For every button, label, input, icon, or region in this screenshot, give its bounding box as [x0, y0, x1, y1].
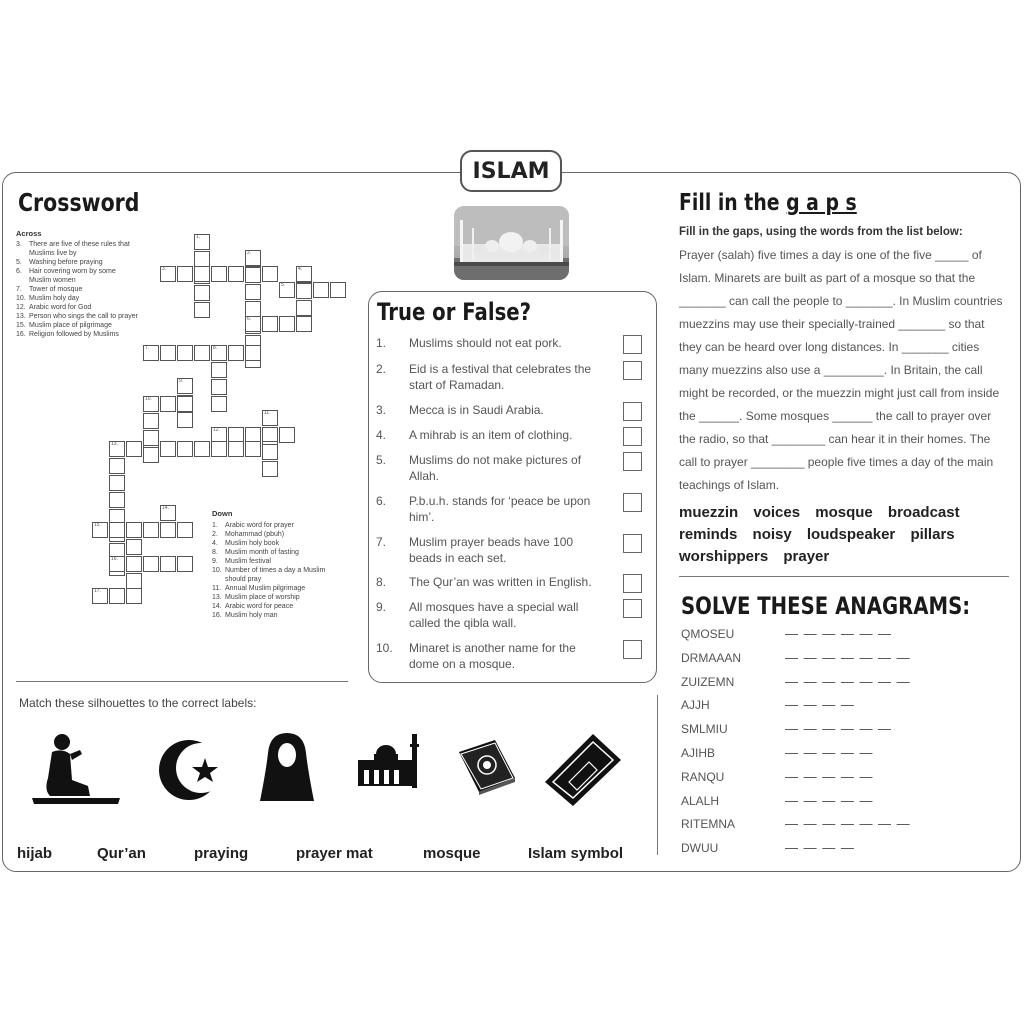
fill-gaps-instruction: Fill in the gaps, using the words from the list below: — [679, 226, 963, 238]
across-clue — [16, 321, 138, 330]
crossword-cell[interactable] — [160, 396, 176, 412]
anagram-word: AJIHB — [681, 746, 716, 760]
tf-statement: Muslims should not eat pork. — [409, 336, 562, 350]
cell-number: 15. — [94, 522, 101, 528]
anagram-word: RITEMNA — [681, 817, 735, 832]
crossword-cell[interactable] — [109, 475, 125, 491]
crossword-cell[interactable] — [211, 396, 227, 412]
anagram-row — [681, 697, 855, 713]
anagram-row — [681, 649, 911, 665]
crossword-cell[interactable] — [143, 430, 159, 446]
crossword-cell[interactable] — [211, 362, 227, 378]
clue-number: 13. — [16, 313, 26, 320]
cell-number: 5. — [281, 282, 286, 288]
tf-number: 2. — [376, 362, 387, 376]
clue-number: 2. — [212, 531, 218, 538]
anagram-row — [681, 626, 893, 641]
label-islam-symbol: Islam symbol — [528, 845, 624, 862]
tf-statement: All mosques have a special wall called the qibla wall. — [409, 600, 579, 630]
crossword-cell[interactable] — [228, 345, 244, 361]
cell-number: 8. — [213, 345, 218, 351]
clue-number: 14. — [212, 603, 222, 610]
anagram-word: SMLMIU — [681, 722, 728, 737]
crossword-cell[interactable] — [279, 427, 295, 443]
tf-statement: Muslims do not make pictures of Allah. — [409, 453, 582, 483]
across-clue — [16, 285, 138, 294]
down-clue — [212, 584, 347, 593]
crossword-cell[interactable] — [126, 556, 142, 572]
word-bank-item: reminds — [679, 526, 738, 543]
cell-number: 14. — [162, 505, 169, 511]
clue-text: Arabic word for peace — [225, 603, 294, 610]
down-clue — [212, 602, 347, 611]
anagram-word: ZUIZEMN — [681, 674, 735, 689]
clue-number: 10. — [16, 295, 26, 302]
crossword-cell[interactable] — [126, 522, 142, 538]
anagram-word: DRMAAAN — [681, 650, 742, 665]
crossword-cell[interactable] — [143, 522, 159, 538]
praying-person-icon — [30, 730, 122, 811]
cell-number: 6. — [247, 316, 252, 322]
tf-statement: P.b.u.h. stands for ‘peace be upon him’. — [409, 494, 591, 524]
crossword-cell[interactable] — [296, 316, 312, 332]
word-bank-item: loudspeaker — [806, 526, 896, 543]
tf-number: 4. — [376, 428, 387, 442]
clue-text: Muslim place of worship — [225, 594, 300, 601]
crossword-cell[interactable] — [262, 266, 278, 282]
tf-statement: Muslim prayer beads have 100 beads in each set. — [409, 535, 574, 565]
down-clue — [212, 539, 347, 548]
mosque-icon — [354, 732, 424, 793]
down-clue — [212, 557, 347, 566]
crossword-cell[interactable] — [143, 413, 159, 429]
crossword-cell[interactable] — [313, 282, 329, 298]
anagram-word: AJJH — [681, 698, 710, 713]
anagram-answer-blanks[interactable]: — — — — — — — — [785, 673, 911, 689]
anagram-answer-blanks[interactable]: — — — — — — — [785, 721, 893, 737]
word-bank-item: prayer — [783, 548, 830, 565]
clue-text: Person who sings the call to prayer — [29, 313, 138, 320]
clue-number: 5. — [16, 259, 22, 266]
anagram-answer-blanks[interactable]: — — — — — [785, 697, 855, 713]
clue-text: Mohammad (pbuh) — [225, 531, 285, 538]
clue-number: 6. — [16, 268, 22, 275]
page-title: ISLAM — [460, 150, 562, 192]
crossword-cell[interactable] — [194, 441, 210, 457]
cell-number: 17. — [94, 588, 101, 594]
tf-checkbox[interactable] — [623, 534, 642, 553]
crossword-cell[interactable] — [330, 282, 346, 298]
clue-text: Number of times a day a Muslim should pray — [225, 567, 326, 583]
anagram-row — [681, 840, 855, 856]
label-mosque: mosque — [423, 845, 481, 862]
fill-gaps-word-list — [679, 502, 1009, 568]
cell-number: 7. — [145, 345, 150, 351]
cell-number: 11. — [264, 410, 271, 416]
clue-text: There are five of these rules that Muslims live by — [29, 241, 130, 257]
down-clue — [212, 521, 347, 530]
label-hijab: hijab — [17, 845, 53, 862]
anagram-answer-blanks[interactable]: — — — — — — — [785, 626, 893, 641]
tf-number: 6. — [376, 494, 387, 508]
word-bank-item: pillars — [910, 526, 955, 543]
tf-statement: Minaret is another name for the dome on a mosque. — [409, 641, 576, 671]
crossword-cell[interactable] — [245, 441, 261, 457]
crossword-cell[interactable] — [126, 539, 142, 555]
anagram-row — [681, 768, 874, 784]
word-bank-item: noisy — [752, 526, 792, 543]
down-clue — [212, 530, 347, 539]
clue-text: Muslim festival — [225, 558, 271, 565]
anagram-row — [681, 792, 874, 808]
clue-text: Arabic word for prayer — [225, 522, 294, 529]
tf-checkbox[interactable] — [623, 493, 642, 512]
across-clue — [16, 330, 138, 339]
anagram-answer-blanks[interactable]: — — — — — — — — [785, 816, 911, 832]
clue-number: 10. — [212, 567, 222, 574]
silhouette-instruction: Match these silhouettes to the correct labels: — [19, 696, 257, 710]
crossword-cell[interactable] — [177, 522, 193, 538]
crossword-cell[interactable] — [228, 266, 244, 282]
clue-number: 12. — [16, 304, 26, 311]
word-bank-item: broadcast — [887, 504, 960, 521]
crossword-cell[interactable] — [245, 267, 261, 283]
anagram-answer-blanks[interactable]: — — — — — — [785, 768, 874, 784]
clue-text: Tower of mosque — [29, 286, 83, 293]
cell-number: 3. — [162, 266, 167, 272]
tf-statement: The Qur’an was written in English. — [409, 575, 592, 589]
crossword-cell[interactable] — [228, 441, 244, 457]
prayer-mat-icon — [543, 732, 623, 813]
crossword-cell[interactable] — [177, 412, 193, 428]
crossword-cell[interactable] — [194, 345, 210, 361]
down-clue — [212, 548, 347, 557]
crossword-cell[interactable] — [160, 441, 176, 457]
down-clues — [212, 509, 347, 620]
clue-number: 8. — [212, 549, 218, 556]
tf-checkbox[interactable] — [623, 599, 642, 618]
clue-text: Washing before praying — [29, 259, 103, 266]
tf-number: 7. — [376, 535, 387, 549]
crossword-cell[interactable] — [194, 266, 210, 282]
anagram-answer-blanks[interactable]: — — — — — [785, 840, 855, 856]
clue-number: 13. — [212, 594, 222, 601]
crossword-cell[interactable] — [194, 251, 210, 267]
clue-text: Muslim holy day — [29, 295, 80, 302]
anagram-answer-blanks[interactable]: — — — — — — [785, 745, 874, 760]
tf-checkbox[interactable] — [623, 402, 642, 421]
crossword-cell[interactable] — [109, 492, 125, 508]
word-bank-item: muezzin — [679, 504, 739, 521]
word-bank-item: worshippers — [679, 548, 769, 565]
across-clue — [16, 240, 138, 258]
crossword-heading: Crossword — [18, 188, 140, 217]
across-clue — [16, 312, 138, 321]
anagram-answer-blanks[interactable]: — — — — — — [785, 792, 874, 808]
across-clues — [16, 229, 138, 339]
mosque-photo — [454, 206, 569, 280]
quran-book-icon — [455, 738, 519, 801]
crossword-cell[interactable] — [177, 441, 193, 457]
fill-gaps-heading-gaps: g a p s — [786, 190, 857, 216]
crossword-cell[interactable] — [279, 316, 295, 332]
across-title: Across — [16, 229, 42, 238]
cell-number: 10. — [145, 396, 152, 402]
tf-checkbox[interactable] — [623, 361, 642, 380]
crossword-cell[interactable] — [177, 266, 193, 282]
cell-number: 16. — [111, 556, 118, 562]
clue-number: 11. — [212, 585, 222, 592]
tf-checkbox[interactable] — [623, 335, 642, 354]
vertical-divider — [657, 695, 658, 855]
down-clue — [212, 566, 347, 584]
crossword-cell[interactable] — [211, 266, 227, 282]
down-title: Down — [212, 509, 233, 518]
down-clue — [212, 593, 347, 602]
crossword-cell[interactable] — [143, 447, 159, 463]
crossword-cell[interactable] — [109, 588, 125, 604]
label-praying: praying — [194, 845, 249, 862]
crossword-cell[interactable] — [160, 522, 176, 538]
crossword-cell[interactable] — [296, 300, 312, 316]
across-clue — [16, 258, 138, 267]
anagram-answer-blanks[interactable]: — — — — — — — — [785, 649, 911, 665]
tf-checkbox[interactable] — [623, 640, 642, 659]
anagram-word: DWUU — [681, 841, 719, 856]
anagram-word: RANQU — [681, 769, 725, 784]
crossword-cell[interactable] — [262, 444, 278, 460]
crossword-cell[interactable] — [245, 301, 261, 317]
anagram-row — [681, 816, 911, 832]
word-bank-item: mosque — [815, 504, 873, 521]
clue-text: Muslim holy man — [225, 612, 278, 619]
crossword-cell[interactable] — [109, 458, 125, 474]
crossword-cell[interactable] — [160, 345, 176, 361]
crossword-cell[interactable] — [126, 441, 142, 457]
crossword-cell[interactable] — [211, 379, 227, 395]
crossword-cell[interactable] — [194, 285, 210, 301]
tf-number: 8. — [376, 575, 387, 589]
crossword-cell[interactable] — [143, 556, 159, 572]
crossword-cell[interactable] — [177, 345, 193, 361]
tf-number: 1. — [376, 336, 387, 350]
cell-number: 9. — [179, 378, 184, 384]
clue-text: Hair covering worn by some Muslim women — [29, 268, 116, 284]
clue-number: 9. — [212, 558, 218, 565]
fill-gaps-divider — [679, 576, 1009, 577]
anagram-row — [681, 721, 893, 737]
tf-number: 3. — [376, 403, 387, 417]
clue-text: Annual Muslim pilgrimage — [225, 585, 306, 592]
clue-number: 3. — [16, 241, 22, 248]
clue-number: 15. — [16, 322, 26, 329]
cell-number: 13. — [111, 441, 118, 447]
crossword-cell[interactable] — [262, 461, 278, 477]
tf-statement: Mecca is in Saudi Arabia. — [409, 403, 544, 417]
anagram-word: ALALH — [681, 793, 720, 808]
word-bank-item: voices — [753, 504, 801, 521]
fill-gaps-heading — [679, 190, 857, 216]
tf-checkbox[interactable] — [623, 427, 642, 446]
crossword-cell[interactable] — [160, 556, 176, 572]
crossword-divider — [16, 681, 348, 682]
across-clue — [16, 303, 138, 312]
crossword-cell[interactable] — [194, 302, 210, 318]
anagram-word: QMOSEU — [681, 627, 735, 641]
anagrams-heading: SOLVE THESE ANAGRAMS: — [681, 592, 971, 620]
hijab-woman-icon — [258, 731, 316, 812]
crossword-cell[interactable] — [177, 556, 193, 572]
crossword-cell[interactable] — [177, 396, 193, 412]
tf-checkbox[interactable] — [623, 574, 642, 593]
clue-number: 4. — [212, 540, 218, 547]
crescent-star-icon — [157, 732, 223, 813]
tf-statement: A mihrab is an item of clothing. — [409, 428, 573, 442]
crossword-cell[interactable] — [211, 441, 227, 457]
fill-gaps-paragraph: Prayer (salah) five times a day is one of the five _____ of Islam. Minarets are built as part of a mosque so that the _______ can call the people to _______. In Muslim countries muezzins may use their specially-trained _______ so that they can be heard over long distances. In _______ cities many muezzins also use a _________. In Britain, the call might be recorded, or the muezzin might just call from inside the ______. Some mosques ______ the call to prayer over the radio, so that ________ can hear it in their homes. The call to prayer ________ people five times a day of the main teachings of Islam. — [679, 248, 1003, 492]
crossword-cell[interactable] — [245, 345, 261, 361]
clue-number: 7. — [16, 286, 22, 293]
clue-text: Muslim holy book — [225, 540, 280, 547]
crossword-cell[interactable] — [245, 284, 261, 300]
across-clue — [16, 267, 138, 285]
cell-number: 4. — [298, 266, 303, 272]
tf-number: 10. — [376, 641, 393, 655]
tf-number: 9. — [376, 600, 387, 614]
crossword-cell[interactable] — [126, 588, 142, 604]
clue-text: Muslim place of pilgrimage — [29, 322, 112, 329]
true-false-heading: True or False? — [377, 298, 532, 326]
cell-number: 12. — [213, 427, 220, 433]
clue-number: 16. — [16, 331, 26, 338]
clue-number: 1. — [212, 522, 218, 529]
clue-text: Muslim month of fasting — [225, 549, 299, 556]
label-prayer-mat: prayer mat — [296, 845, 373, 862]
crossword-cell[interactable] — [126, 573, 142, 589]
cell-number: 1. — [196, 234, 201, 240]
cell-number: 2. — [247, 250, 252, 256]
tf-checkbox[interactable] — [623, 452, 642, 471]
crossword-cell[interactable] — [296, 283, 312, 299]
down-clue — [212, 611, 347, 620]
clue-number: 16. — [212, 612, 222, 619]
across-clue — [16, 294, 138, 303]
crossword-cell[interactable] — [262, 316, 278, 332]
crossword-cell[interactable] — [109, 522, 125, 538]
tf-statement: Eid is a festival that celebrates the start of Ramadan. — [409, 362, 592, 392]
clue-text: Arabic word for God — [29, 304, 92, 311]
label-quran: Qur’an — [97, 845, 146, 862]
clue-text: Religion followed by Muslims — [29, 331, 119, 338]
tf-number: 5. — [376, 453, 387, 467]
anagram-row — [681, 673, 911, 689]
fill-gaps-heading-main: Fill in the — [679, 190, 780, 216]
anagram-row — [681, 745, 874, 760]
